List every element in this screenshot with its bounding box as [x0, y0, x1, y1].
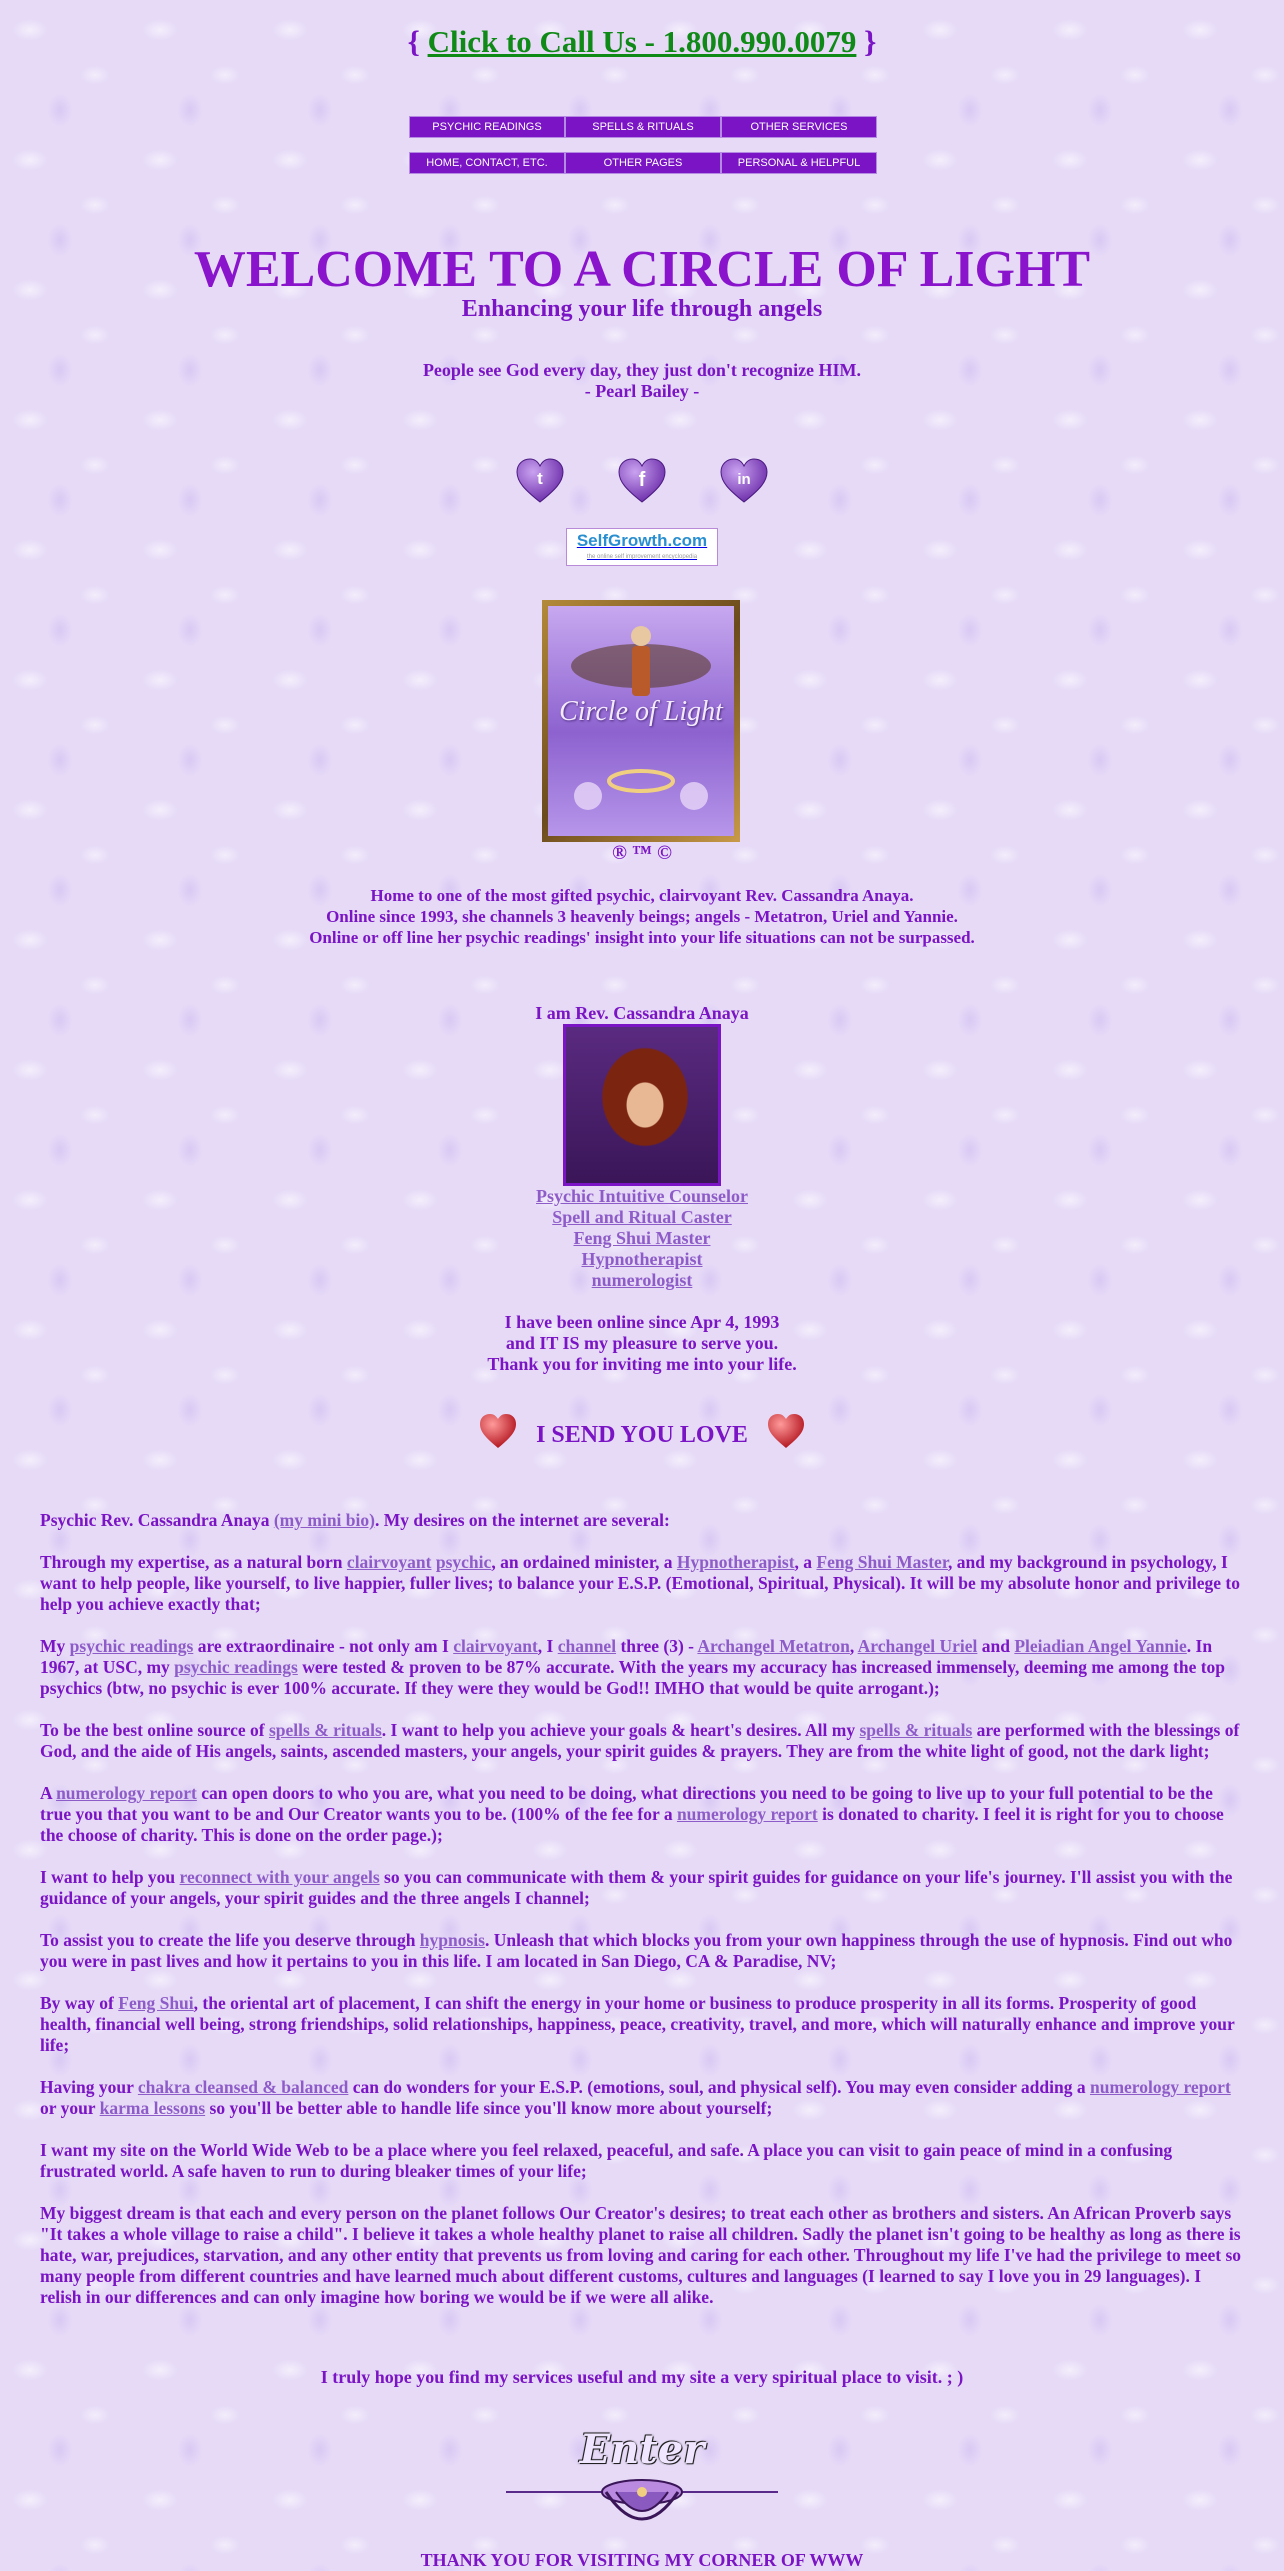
- online-line-2: and IT IS my pleasure to serve you.: [505, 1333, 779, 1353]
- hypnotherapist-link[interactable]: Hypnotherapist: [676, 1552, 795, 1572]
- numerology-report-link[interactable]: numerology report: [1089, 2077, 1231, 2097]
- text-span: I want to help you: [40, 1867, 180, 1887]
- role-hypnotherapist-link[interactable]: Hypnotherapist: [581, 1249, 703, 1269]
- paragraph-safe-haven: I want my site on the World Wide Web to be a place where you feel relaxed, peaceful, and safe. A place you can visit to gain peace of mind in a confusing frustrated world. A safe haven to run to during bleaker times of your life;: [40, 2140, 1173, 2181]
- facebook-heart-icon[interactable]: [617, 458, 667, 504]
- angel-head-icon: [631, 626, 651, 646]
- feng-shui-master-link[interactable]: Feng Shui Master: [816, 1552, 948, 1572]
- feng-shui-link[interactable]: Feng Shui: [118, 1993, 194, 2013]
- text-span: A: [40, 1783, 57, 1803]
- nav-personal-helpful[interactable]: PERSONAL & HELPFUL: [721, 152, 877, 174]
- call-bar: [0, 24, 1284, 60]
- red-heart-icon: [766, 1413, 806, 1449]
- quote-author: - Pearl Bailey -: [584, 381, 700, 401]
- online-since: [0, 1312, 1284, 1375]
- nav-psychic-readings[interactable]: PSYCHIC READINGS: [409, 116, 565, 138]
- psychic-readings-link[interactable]: psychic readings: [69, 1636, 194, 1656]
- intro-line-2: Online since 1993, she channels 3 heavenly beings; angels - Metatron, Uriel and Yannie.: [326, 907, 958, 926]
- text-span: are performed with the blessings of God, and the aide of His angels, saints, ascended masters, your angels, your spirit guides & prayers. They are from the white light of good, not the dark light;: [40, 1720, 1240, 1761]
- text-span: Psychic Rev. Cassandra Anaya: [40, 1510, 274, 1530]
- archangel-uriel-link[interactable]: Archangel Uriel: [857, 1636, 978, 1656]
- text-span: Having your: [40, 2077, 138, 2097]
- text-span: , an ordained minister, a: [491, 1552, 677, 1572]
- nav-home-contact[interactable]: HOME, CONTACT, ETC.: [409, 152, 565, 174]
- nav-spells-rituals[interactable]: SPELLS & RITUALS: [565, 116, 721, 138]
- psychic-link[interactable]: psychic: [435, 1552, 492, 1572]
- page-subtitle: Enhancing your life through angels: [461, 296, 823, 322]
- online-line-1: I have been online since Apr 4, 1993: [504, 1312, 780, 1332]
- angel-yannie-link[interactable]: Pleiadian Angel Yannie: [1014, 1636, 1187, 1656]
- paragraph-spells: [40, 1720, 1244, 1762]
- linkedin-glyph: in: [737, 471, 751, 488]
- angel-robe-icon: [632, 646, 650, 696]
- text-span: can open doors to who you are, what you need to be doing, what directions you need to be going to live up to your full potential to be the true you that you want to be and Our Creator wants you to be. (100% of the fee for a: [40, 1783, 1213, 1824]
- paragraph-chakra: [40, 2077, 1244, 2119]
- nav-row-2: [409, 152, 877, 174]
- text-span: are extraordinaire - not only am I: [193, 1636, 454, 1656]
- text-span: . In 1967, at USC, my: [40, 1636, 1213, 1677]
- spells-rituals-link[interactable]: spells & rituals: [268, 1720, 382, 1740]
- paragraph-hypnosis: [40, 1930, 1244, 1972]
- text-span: . Unleash that which blocks you from your own happiness through the use of hypnosis. Find out who you were in past lives and how it pertains to you in this life. I am located in San Diego, CA & Paradise, NV;: [40, 1930, 1233, 1971]
- text-span: My: [40, 1636, 70, 1656]
- text-span: By way of: [40, 1993, 119, 2013]
- role-numerologist-link[interactable]: numerologist: [591, 1270, 693, 1290]
- text-span: , the oriental art of placement, I can shift the energy in your home or business to produce prosperity in all its forms. Prosperity of good health, financial well being, strong friendships, solid relationships, happiness, peace, creativity, travel, and more, which will naturally enhance and improve your life;: [40, 1993, 1235, 2055]
- text-span: , and my background in psychology, I want to help people, like yourself, to live happier, fuller lives; to balance your E.S.P. (Emotional, Spiritual, Physical). It will be my absolute honor and privilege to help you achieve exactly that;: [40, 1552, 1240, 1614]
- call-us-link[interactable]: Click to Call Us - 1.800.990.0079: [427, 24, 857, 59]
- intro-line-3: Online or off line her psychic readings' insight into your life situations can not be surpassed.: [309, 928, 975, 947]
- main-content: [40, 1510, 1244, 2329]
- text-span: To assist you to create the life you deserve through: [40, 1930, 420, 1950]
- twitter-glyph: t: [537, 469, 543, 488]
- spells-rituals-link[interactable]: spells & rituals: [859, 1720, 973, 1740]
- red-heart-icon: [478, 1413, 518, 1449]
- numerology-report-link[interactable]: numerology report: [56, 1783, 197, 1803]
- paragraph-expertise: [40, 1552, 1244, 1615]
- online-line-3: Thank you for inviting me into your life.: [487, 1354, 797, 1374]
- page-title: WELCOME TO A CIRCLE OF LIGHT: [193, 241, 1091, 298]
- nav-row-1: [409, 116, 877, 138]
- text-span: were tested & proven to be 87% accurate. With the years my accuracy has increased immensely, deeming me among the top psychics (btw, no psychic is ever 100% accurate. If they were they would be God!! IMHO that would be quite arrogant.);: [40, 1657, 1226, 1698]
- social-links: [0, 458, 1284, 504]
- role-feng-shui-link[interactable]: Feng Shui Master: [573, 1228, 711, 1248]
- karma-lessons-link[interactable]: karma lessons: [99, 2098, 206, 2118]
- quote-text: People see God every day, they just don't recognize HIM.: [422, 360, 862, 380]
- text-span: or your: [40, 2098, 100, 2118]
- twitter-heart-icon[interactable]: [515, 458, 565, 504]
- selfgrowth-badge[interactable]: [566, 528, 718, 566]
- call-open-brace: {: [407, 24, 420, 59]
- intro-text: [0, 885, 1284, 948]
- text-span: . I want to help you achieve your goals & heart's desires. All my: [381, 1720, 860, 1740]
- text-span: so you'll be better able to handle life since you'll know more about yourself;: [205, 2098, 773, 2118]
- text-span: Through my expertise, as a natural born: [40, 1552, 347, 1572]
- paragraph-angels: [40, 1867, 1244, 1909]
- numerology-report-link[interactable]: numerology report: [676, 1804, 818, 1824]
- hypnosis-link[interactable]: hypnosis: [419, 1930, 485, 1950]
- paragraph-dream: My biggest dream is that each and every person on the planet follows Our Creator's desires; to treat each other as brothers and sisters. An African Proverb says "It takes a whole village to raise a child". I believe it takes a whole healthy planet to raise all children. Sadly the planet isn't going to be healthy as long as there is hate, war, prejudices, starvation, and any other entity that prevents us from loving and caring for each other. Throughout my life I've had the privilege to meet so many people from different countries and have learned much about different customs, cultures and languages (I learned to say I love you in 29 languages). I relish in our differences and can only imagine how boring we would be if we were all alike.: [40, 2203, 1242, 2307]
- bio-heading: I am Rev. Cassandra Anaya: [535, 1003, 749, 1023]
- text-span: is donated to charity. I feel it is right for you to choose the choose of charity. This is done on the order page.);: [40, 1804, 1224, 1845]
- channel-link[interactable]: channel: [557, 1636, 617, 1656]
- text-span: ,: [849, 1636, 858, 1656]
- chakra-link[interactable]: chakra cleansed & balanced: [137, 2077, 349, 2097]
- selfgrowth-tagline: the online self improvement encyclopedia: [586, 554, 698, 560]
- clairvoyant-link[interactable]: clairvoyant: [453, 1636, 538, 1656]
- intro-line-1: Home to one of the most gifted psychic, clairvoyant Rev. Cassandra Anaya.: [370, 886, 914, 905]
- reconnect-angels-link[interactable]: reconnect with your angels: [179, 1867, 380, 1887]
- logo-text: Circle of Light: [559, 696, 723, 727]
- selfgrowth-name: SelfGrowth.com: [576, 531, 708, 550]
- enter-label: Enter: [579, 2426, 705, 2473]
- nav-other-pages[interactable]: OTHER PAGES: [565, 152, 721, 174]
- text-span: . My desires on the internet are several:: [374, 1510, 670, 1530]
- text-span: To be the best online source of: [40, 1720, 269, 1740]
- role-spell-caster-link[interactable]: Spell and Ritual Caster: [552, 1207, 732, 1227]
- portrait-photo: [563, 1024, 721, 1186]
- trademark-marks: ® ™ ©: [612, 842, 672, 864]
- logo-image: [548, 606, 734, 836]
- text-span: and: [977, 1636, 1015, 1656]
- mini-bio-link[interactable]: (my mini bio): [273, 1510, 375, 1530]
- enter-button[interactable]: [506, 2426, 778, 2536]
- clairvoyant-link[interactable]: clairvoyant: [346, 1552, 432, 1572]
- quote: [0, 360, 1284, 402]
- circle-of-light-logo: [542, 600, 740, 842]
- archangel-metatron-link[interactable]: Archangel Metatron: [697, 1636, 850, 1656]
- send-love-text: I SEND YOU LOVE: [536, 1422, 748, 1448]
- text-span: , a: [794, 1552, 817, 1572]
- call-close-brace: }: [864, 24, 877, 59]
- bio-roles: [0, 1186, 1284, 1291]
- nav-other-services[interactable]: OTHER SERVICES: [721, 116, 877, 138]
- text-span: so you can communicate with them & your spirit guides for guidance on your life's journey. I'll assist you with the guidance of your angels, your spirit guides and the three angels I channel;: [40, 1867, 1233, 1908]
- linkedin-heart-icon[interactable]: [719, 458, 769, 504]
- role-psychic-counselor-link[interactable]: Psychic Intuitive Counselor: [535, 1186, 748, 1206]
- cherub-right-icon: [680, 782, 708, 810]
- text-span: three (3) -: [616, 1636, 698, 1656]
- paragraph-numerology: [40, 1783, 1244, 1846]
- cherub-left-icon: [574, 782, 602, 810]
- text-span: can do wonders for your E.S.P. (emotions, soul, and physical self). You may even consider adding a: [348, 2077, 1090, 2097]
- enter-ornament-icon: [506, 2426, 778, 2536]
- halo-ring-icon: [609, 771, 673, 791]
- facebook-glyph: f: [638, 469, 646, 491]
- send-love-banner: [0, 1412, 1284, 1449]
- closing-text: I truly hope you find my services useful and my site a very spiritual place to visit. ; ): [320, 2367, 964, 2387]
- text-span: , I: [537, 1636, 558, 1656]
- thanks-text: THANK YOU FOR VISITING MY CORNER OF WWW: [420, 2550, 864, 2570]
- psychic-readings-link[interactable]: psychic readings: [174, 1657, 298, 1677]
- paragraph-intro: [40, 1510, 1244, 1531]
- paragraph-feng-shui: [40, 1993, 1244, 2056]
- paragraph-readings: [40, 1636, 1244, 1699]
